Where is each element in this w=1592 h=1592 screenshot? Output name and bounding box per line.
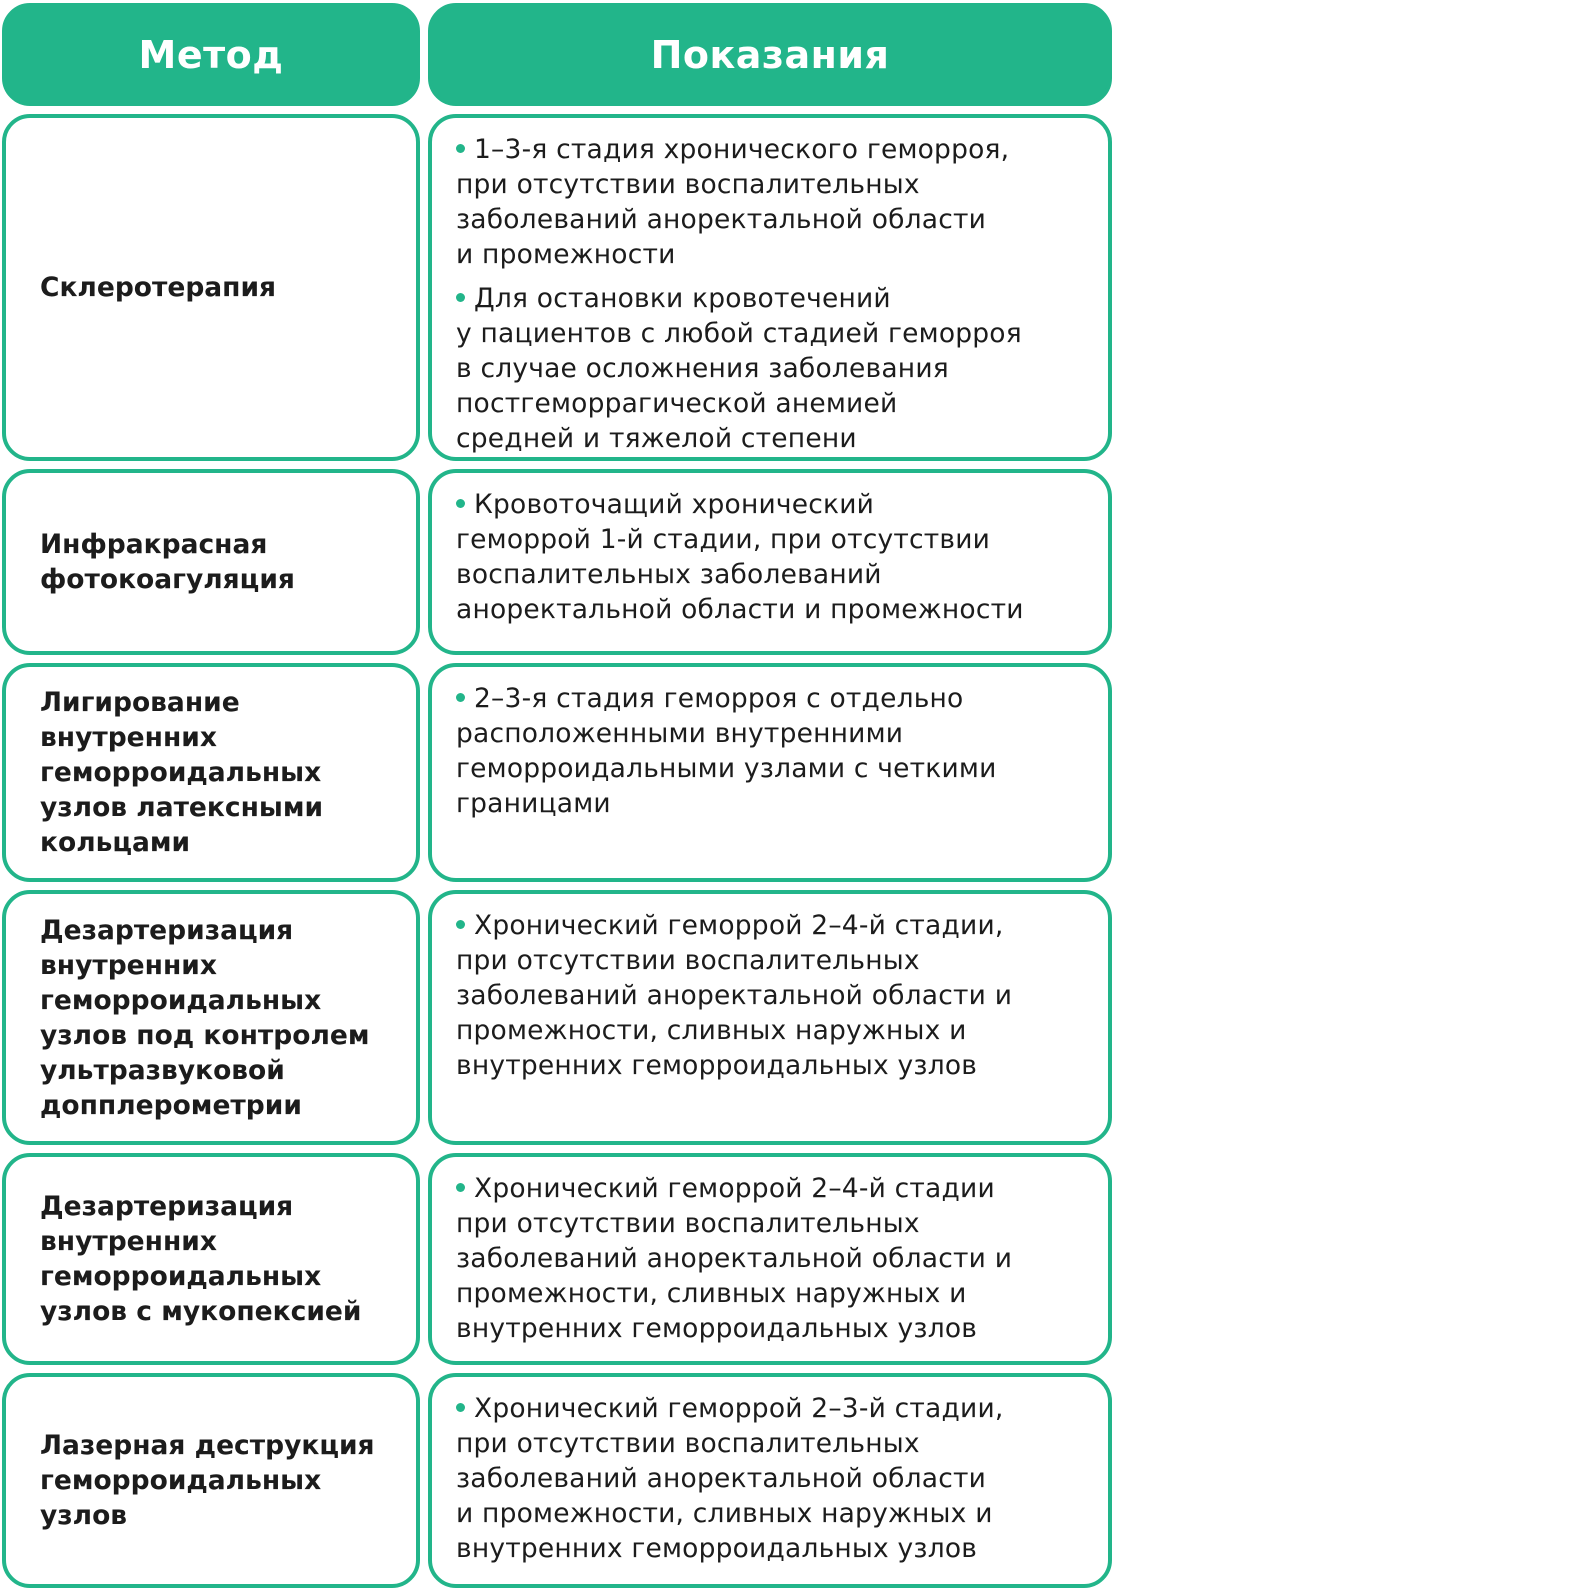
table-row [0, 1153, 1114, 1365]
indication-list [456, 1171, 1098, 1355]
method-name: Лазерная деструкция геморроидальных узлов [40, 1430, 375, 1531]
indication-text: Хронический геморрой 2–3-й стадии, при отсутствии воспалительных заболеваний аноректальной области и промежности, сливных наружных и внутренних геморроидальных узлов [456, 1393, 1004, 1564]
table-row [0, 469, 1114, 655]
bullet-dot-icon [456, 920, 465, 929]
indication-cell [428, 1373, 1112, 1588]
method-cell [2, 890, 420, 1145]
bullet-dot-icon [456, 293, 465, 302]
indication-item [456, 1171, 1098, 1346]
method-cell [2, 663, 420, 882]
header-method-cell [2, 3, 420, 106]
method-cell [2, 469, 420, 655]
table-row [0, 663, 1114, 882]
indication-list [456, 1391, 1098, 1575]
indication-item [456, 487, 1098, 627]
bullet-dot-icon [456, 144, 465, 153]
indication-text: Хронический геморрой 2–4-й стадии, при отсутствии воспалительных заболеваний аноректальной области и промежности, сливных наружных и внутренних геморроидальных узлов [456, 910, 1013, 1081]
method-name: Дезартеризация внутренних геморроидальных узлов под контролем ультразвуковой допплерометрии [40, 914, 370, 1121]
indication-text: 2–3-я стадия геморроя с отдельно расположенными внутренними геморроидальными узлами с четкими границами [456, 683, 997, 819]
indication-cell [428, 114, 1112, 461]
indication-cell [428, 1153, 1112, 1365]
method-name: Дезартеризация внутренних геморроидальных узлов с мукопексией [40, 1191, 362, 1327]
method-cell [2, 1373, 420, 1588]
indication-cell [428, 890, 1112, 1145]
indication-list [456, 132, 1098, 465]
indication-list [456, 908, 1098, 1092]
table-row [0, 890, 1114, 1145]
indication-text: Для остановки кровотечений у пациентов с любой стадией геморроя в случае осложнения заболевания постгеморрагической анемией средней и тяжелой степени [456, 283, 1022, 454]
bullet-dot-icon [456, 693, 465, 702]
bullet-dot-icon [456, 499, 465, 508]
indication-cell [428, 663, 1112, 882]
indication-item [456, 908, 1098, 1083]
table-row [0, 1373, 1114, 1588]
table-header-row [0, 3, 1114, 106]
method-name: Склеротерапия [40, 272, 277, 303]
indication-item [456, 681, 1098, 821]
indication-text: Кровоточащий хронический геморрой 1-й стадии, при отсутствии воспалительных заболеваний аноректальной области и промежности [456, 489, 1024, 625]
header-method-label: Метод [138, 32, 284, 77]
indication-text: Хронический геморрой 2–4-й стадии при отсутствии воспалительных заболеваний аноректальной области и промежности, сливных наружных и внутренних геморроидальных узлов [456, 1173, 1013, 1344]
method-name: Лигирование внутренних геморроидальных узлов латексными кольцами [40, 687, 324, 858]
indication-list [456, 681, 1098, 830]
method-cell [2, 1153, 420, 1365]
header-indications-cell [428, 3, 1112, 106]
indication-cell [428, 469, 1112, 655]
bullet-dot-icon [456, 1183, 465, 1192]
indication-item [456, 132, 1098, 272]
indication-list [456, 487, 1098, 636]
indication-text: 1–3-я стадия хронического геморроя, при отсутствии воспалительных заболеваний аноректальной области и промежности [456, 134, 1010, 270]
table-row [0, 114, 1114, 461]
indication-item [456, 281, 1098, 456]
bullet-dot-icon [456, 1403, 465, 1412]
header-indications-label: Показания [650, 32, 890, 77]
method-name: Инфракрасная фотокоагуляция [40, 529, 295, 595]
method-cell [2, 114, 420, 461]
indication-item [456, 1391, 1098, 1566]
